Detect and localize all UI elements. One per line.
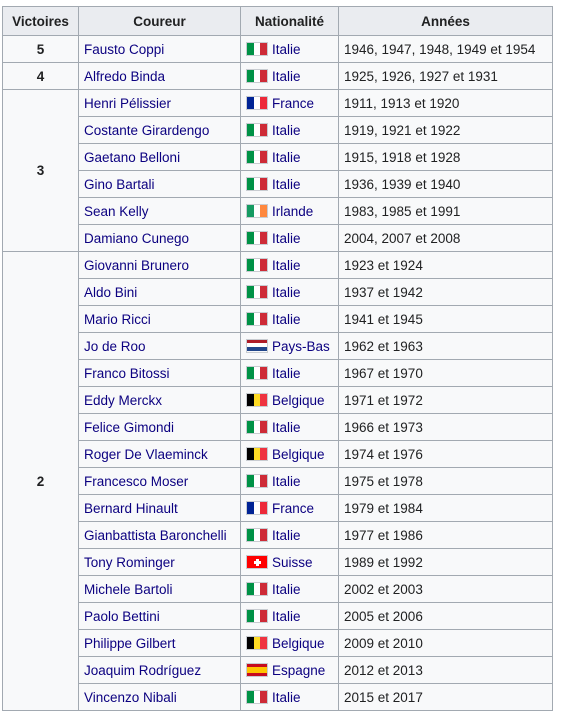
nationality-link[interactable]: Italie xyxy=(272,689,301,705)
nationality-link[interactable]: Italie xyxy=(272,257,301,273)
rider-cell xyxy=(79,630,241,657)
nationality-cell xyxy=(241,414,339,441)
header-wins[interactable]: Victoires xyxy=(3,7,79,36)
table-row xyxy=(3,36,553,63)
flag-it-icon xyxy=(246,177,268,191)
rider-link[interactable]: Roger De Vlaeminck xyxy=(84,446,208,462)
nationality-cell xyxy=(241,603,339,630)
nationality-link[interactable]: Italie xyxy=(272,176,301,192)
nationality-link[interactable]: Italie xyxy=(272,581,301,597)
rider-link[interactable]: Giovanni Brunero xyxy=(84,257,190,273)
nationality-cell xyxy=(241,522,339,549)
nationality-cell xyxy=(241,252,339,279)
rider-cell xyxy=(79,225,241,252)
table-row xyxy=(3,657,553,684)
years-cell: 1977 et 1986 xyxy=(339,522,553,549)
nationality-cell xyxy=(241,468,339,495)
nationality-cell xyxy=(241,657,339,684)
flag-it-icon xyxy=(246,528,268,542)
rider-cell xyxy=(79,360,241,387)
years-cell: 2005 et 2006 xyxy=(339,603,553,630)
nationality-cell xyxy=(241,90,339,117)
wins-count: 3 xyxy=(3,90,79,252)
wins-count: 4 xyxy=(3,63,79,90)
rider-link[interactable]: Philippe Gilbert xyxy=(84,635,176,651)
nationality-cell xyxy=(241,117,339,144)
rider-link[interactable]: Mario Ricci xyxy=(84,311,151,327)
years-cell: 1936, 1939 et 1940 xyxy=(339,171,553,198)
rider-link[interactable]: Franco Bitossi xyxy=(84,365,170,381)
nationality-link[interactable]: France xyxy=(272,500,315,516)
rider-link[interactable]: Gino Bartali xyxy=(84,176,155,192)
table-row xyxy=(3,576,553,603)
nationality-cell xyxy=(241,495,339,522)
rider-link[interactable]: Paolo Bettini xyxy=(84,608,160,624)
rider-cell xyxy=(79,63,241,90)
rider-link[interactable]: Michele Bartoli xyxy=(84,581,173,597)
rider-link[interactable]: Sean Kelly xyxy=(84,203,149,219)
years-cell: 1941 et 1945 xyxy=(339,306,553,333)
rider-link[interactable]: Fausto Coppi xyxy=(84,41,165,57)
flag-es-icon xyxy=(246,663,268,677)
nationality-link[interactable]: Italie xyxy=(272,608,301,624)
rider-cell xyxy=(79,549,241,576)
rider-link[interactable]: Costante Girardengo xyxy=(84,122,210,138)
nationality-link[interactable]: Italie xyxy=(272,473,301,489)
years-cell: 1915, 1918 et 1928 xyxy=(339,144,553,171)
rider-link[interactable]: Damiano Cunego xyxy=(84,230,190,246)
years-cell: 1925, 1926, 1927 et 1931 xyxy=(339,63,553,90)
rider-cell xyxy=(79,441,241,468)
table-row xyxy=(3,306,553,333)
years-cell: 1983, 1985 et 1991 xyxy=(339,198,553,225)
table-row xyxy=(3,252,553,279)
nationality-cell xyxy=(241,684,339,711)
years-cell: 1979 et 1984 xyxy=(339,495,553,522)
table-row xyxy=(3,333,553,360)
header-years[interactable]: Années xyxy=(339,7,553,36)
flag-fr-icon xyxy=(246,96,268,110)
table-row xyxy=(3,198,553,225)
rider-cell xyxy=(79,414,241,441)
nationality-link[interactable]: Belgique xyxy=(272,446,325,462)
years-cell: 2002 et 2003 xyxy=(339,576,553,603)
nationality-cell xyxy=(241,144,339,171)
nationality-cell xyxy=(241,441,339,468)
table-row xyxy=(3,603,553,630)
flag-it-icon xyxy=(246,690,268,704)
flag-be-icon xyxy=(246,393,268,407)
rider-cell xyxy=(79,279,241,306)
flag-ch-icon xyxy=(246,555,268,569)
rider-cell xyxy=(79,603,241,630)
nationality-cell xyxy=(241,63,339,90)
nationality-cell xyxy=(241,225,339,252)
nationality-cell xyxy=(241,333,339,360)
flag-it-icon xyxy=(246,42,268,56)
nationality-link[interactable]: Espagne xyxy=(272,662,326,678)
years-cell: 1962 et 1963 xyxy=(339,333,553,360)
nationality-cell xyxy=(241,279,339,306)
years-cell: 1989 et 1992 xyxy=(339,549,553,576)
header-nationality[interactable]: Nationalité xyxy=(241,7,339,36)
nationality-link[interactable]: Italie xyxy=(272,122,301,138)
rider-cell xyxy=(79,522,241,549)
years-cell: 1923 et 1924 xyxy=(339,252,553,279)
years-cell: 1937 et 1942 xyxy=(339,279,553,306)
flag-it-icon xyxy=(246,231,268,245)
table-row xyxy=(3,90,553,117)
flag-it-icon xyxy=(246,420,268,434)
table-row xyxy=(3,414,553,441)
winners-table xyxy=(2,6,553,711)
nationality-link[interactable]: Suisse xyxy=(272,554,313,570)
rider-cell xyxy=(79,198,241,225)
years-cell: 1919, 1921 et 1922 xyxy=(339,117,553,144)
table-row xyxy=(3,468,553,495)
table-row xyxy=(3,225,553,252)
nationality-cell xyxy=(241,387,339,414)
nationality-link[interactable]: Italie xyxy=(272,311,301,327)
rider-cell xyxy=(79,90,241,117)
table-row xyxy=(3,279,553,306)
years-cell: 2009 et 2010 xyxy=(339,630,553,657)
rider-link[interactable]: Tony Rominger xyxy=(84,554,175,570)
rider-link[interactable]: Felice Gimondi xyxy=(84,419,175,435)
years-cell: 1966 et 1973 xyxy=(339,414,553,441)
rider-cell xyxy=(79,117,241,144)
nationality-cell xyxy=(241,549,339,576)
header-row xyxy=(3,7,553,36)
rider-link[interactable]: Jo de Roo xyxy=(84,338,146,354)
nationality-link[interactable]: Italie xyxy=(272,419,301,435)
table-row xyxy=(3,549,553,576)
flag-it-icon xyxy=(246,285,268,299)
rider-link[interactable]: Gianbattista Baronchelli xyxy=(84,527,227,543)
table-row xyxy=(3,171,553,198)
rider-link[interactable]: Alfredo Binda xyxy=(84,68,166,84)
nationality-link[interactable]: Pays-Bas xyxy=(272,338,330,354)
wins-count: 5 xyxy=(3,36,79,63)
flag-it-icon xyxy=(246,258,268,272)
rider-link[interactable]: Eddy Merckx xyxy=(84,392,163,408)
years-cell: 2015 et 2017 xyxy=(339,684,553,711)
table-row xyxy=(3,495,553,522)
rider-link[interactable]: Aldo Bini xyxy=(84,284,138,300)
flag-be-icon xyxy=(246,636,268,650)
flag-be-icon xyxy=(246,447,268,461)
nationality-link[interactable]: Italie xyxy=(272,68,301,84)
years-cell: 1946, 1947, 1948, 1949 et 1954 xyxy=(339,36,553,63)
table-body xyxy=(3,36,553,711)
rider-link[interactable]: Joaquim Rodríguez xyxy=(84,662,202,678)
nationality-cell xyxy=(241,198,339,225)
rider-cell xyxy=(79,36,241,63)
flag-it-icon xyxy=(246,366,268,380)
years-cell: 2004, 2007 et 2008 xyxy=(339,225,553,252)
table-row xyxy=(3,630,553,657)
rider-cell xyxy=(79,171,241,198)
nationality-cell xyxy=(241,630,339,657)
header-rider[interactable]: Coureur xyxy=(79,7,241,36)
rider-cell xyxy=(79,468,241,495)
flag-it-icon xyxy=(246,312,268,326)
flag-nl-icon xyxy=(246,339,268,353)
flag-it-icon xyxy=(246,69,268,83)
rider-link[interactable]: Vincenzo Nibali xyxy=(84,689,177,705)
rider-link[interactable]: Gaetano Belloni xyxy=(84,149,181,165)
nationality-link[interactable]: Belgique xyxy=(272,635,325,651)
years-cell: 1975 et 1978 xyxy=(339,468,553,495)
years-cell: 2012 et 2013 xyxy=(339,657,553,684)
rider-cell xyxy=(79,495,241,522)
table-row xyxy=(3,63,553,90)
years-cell: 1974 et 1976 xyxy=(339,441,553,468)
nationality-link[interactable]: Italie xyxy=(272,365,301,381)
rider-cell xyxy=(79,333,241,360)
flag-it-icon xyxy=(246,474,268,488)
flag-it-icon xyxy=(246,609,268,623)
nationality-link[interactable]: Italie xyxy=(272,527,301,543)
table-row xyxy=(3,117,553,144)
years-cell: 1911, 1913 et 1920 xyxy=(339,90,553,117)
rider-link[interactable]: Henri Pélissier xyxy=(84,95,172,111)
rider-cell xyxy=(79,144,241,171)
nationality-link[interactable]: Irlande xyxy=(272,203,314,219)
rider-cell xyxy=(79,684,241,711)
flag-ie-icon xyxy=(246,204,268,218)
flag-it-icon xyxy=(246,150,268,164)
table-row xyxy=(3,684,553,711)
wins-count: 2 xyxy=(3,252,79,711)
table-row xyxy=(3,522,553,549)
years-cell: 1971 et 1972 xyxy=(339,387,553,414)
nationality-cell xyxy=(241,576,339,603)
nationality-link[interactable]: France xyxy=(272,95,315,111)
flag-it-icon xyxy=(246,582,268,596)
nationality-link[interactable]: Italie xyxy=(272,41,301,57)
nationality-link[interactable]: Italie xyxy=(272,230,301,246)
flag-fr-icon xyxy=(246,501,268,515)
nationality-cell xyxy=(241,36,339,63)
rider-link[interactable]: Francesco Moser xyxy=(84,473,189,489)
nationality-cell xyxy=(241,306,339,333)
table-row xyxy=(3,441,553,468)
nationality-link[interactable]: Belgique xyxy=(272,392,325,408)
rider-link[interactable]: Bernard Hinault xyxy=(84,500,178,516)
table-row xyxy=(3,360,553,387)
years-cell: 1967 et 1970 xyxy=(339,360,553,387)
nationality-cell xyxy=(241,360,339,387)
rider-cell xyxy=(79,387,241,414)
table-row xyxy=(3,387,553,414)
nationality-link[interactable]: Italie xyxy=(272,149,301,165)
rider-cell xyxy=(79,657,241,684)
rider-cell xyxy=(79,252,241,279)
nationality-link[interactable]: Italie xyxy=(272,284,301,300)
table-row xyxy=(3,144,553,171)
rider-cell xyxy=(79,576,241,603)
nationality-cell xyxy=(241,171,339,198)
flag-it-icon xyxy=(246,123,268,137)
rider-cell xyxy=(79,306,241,333)
